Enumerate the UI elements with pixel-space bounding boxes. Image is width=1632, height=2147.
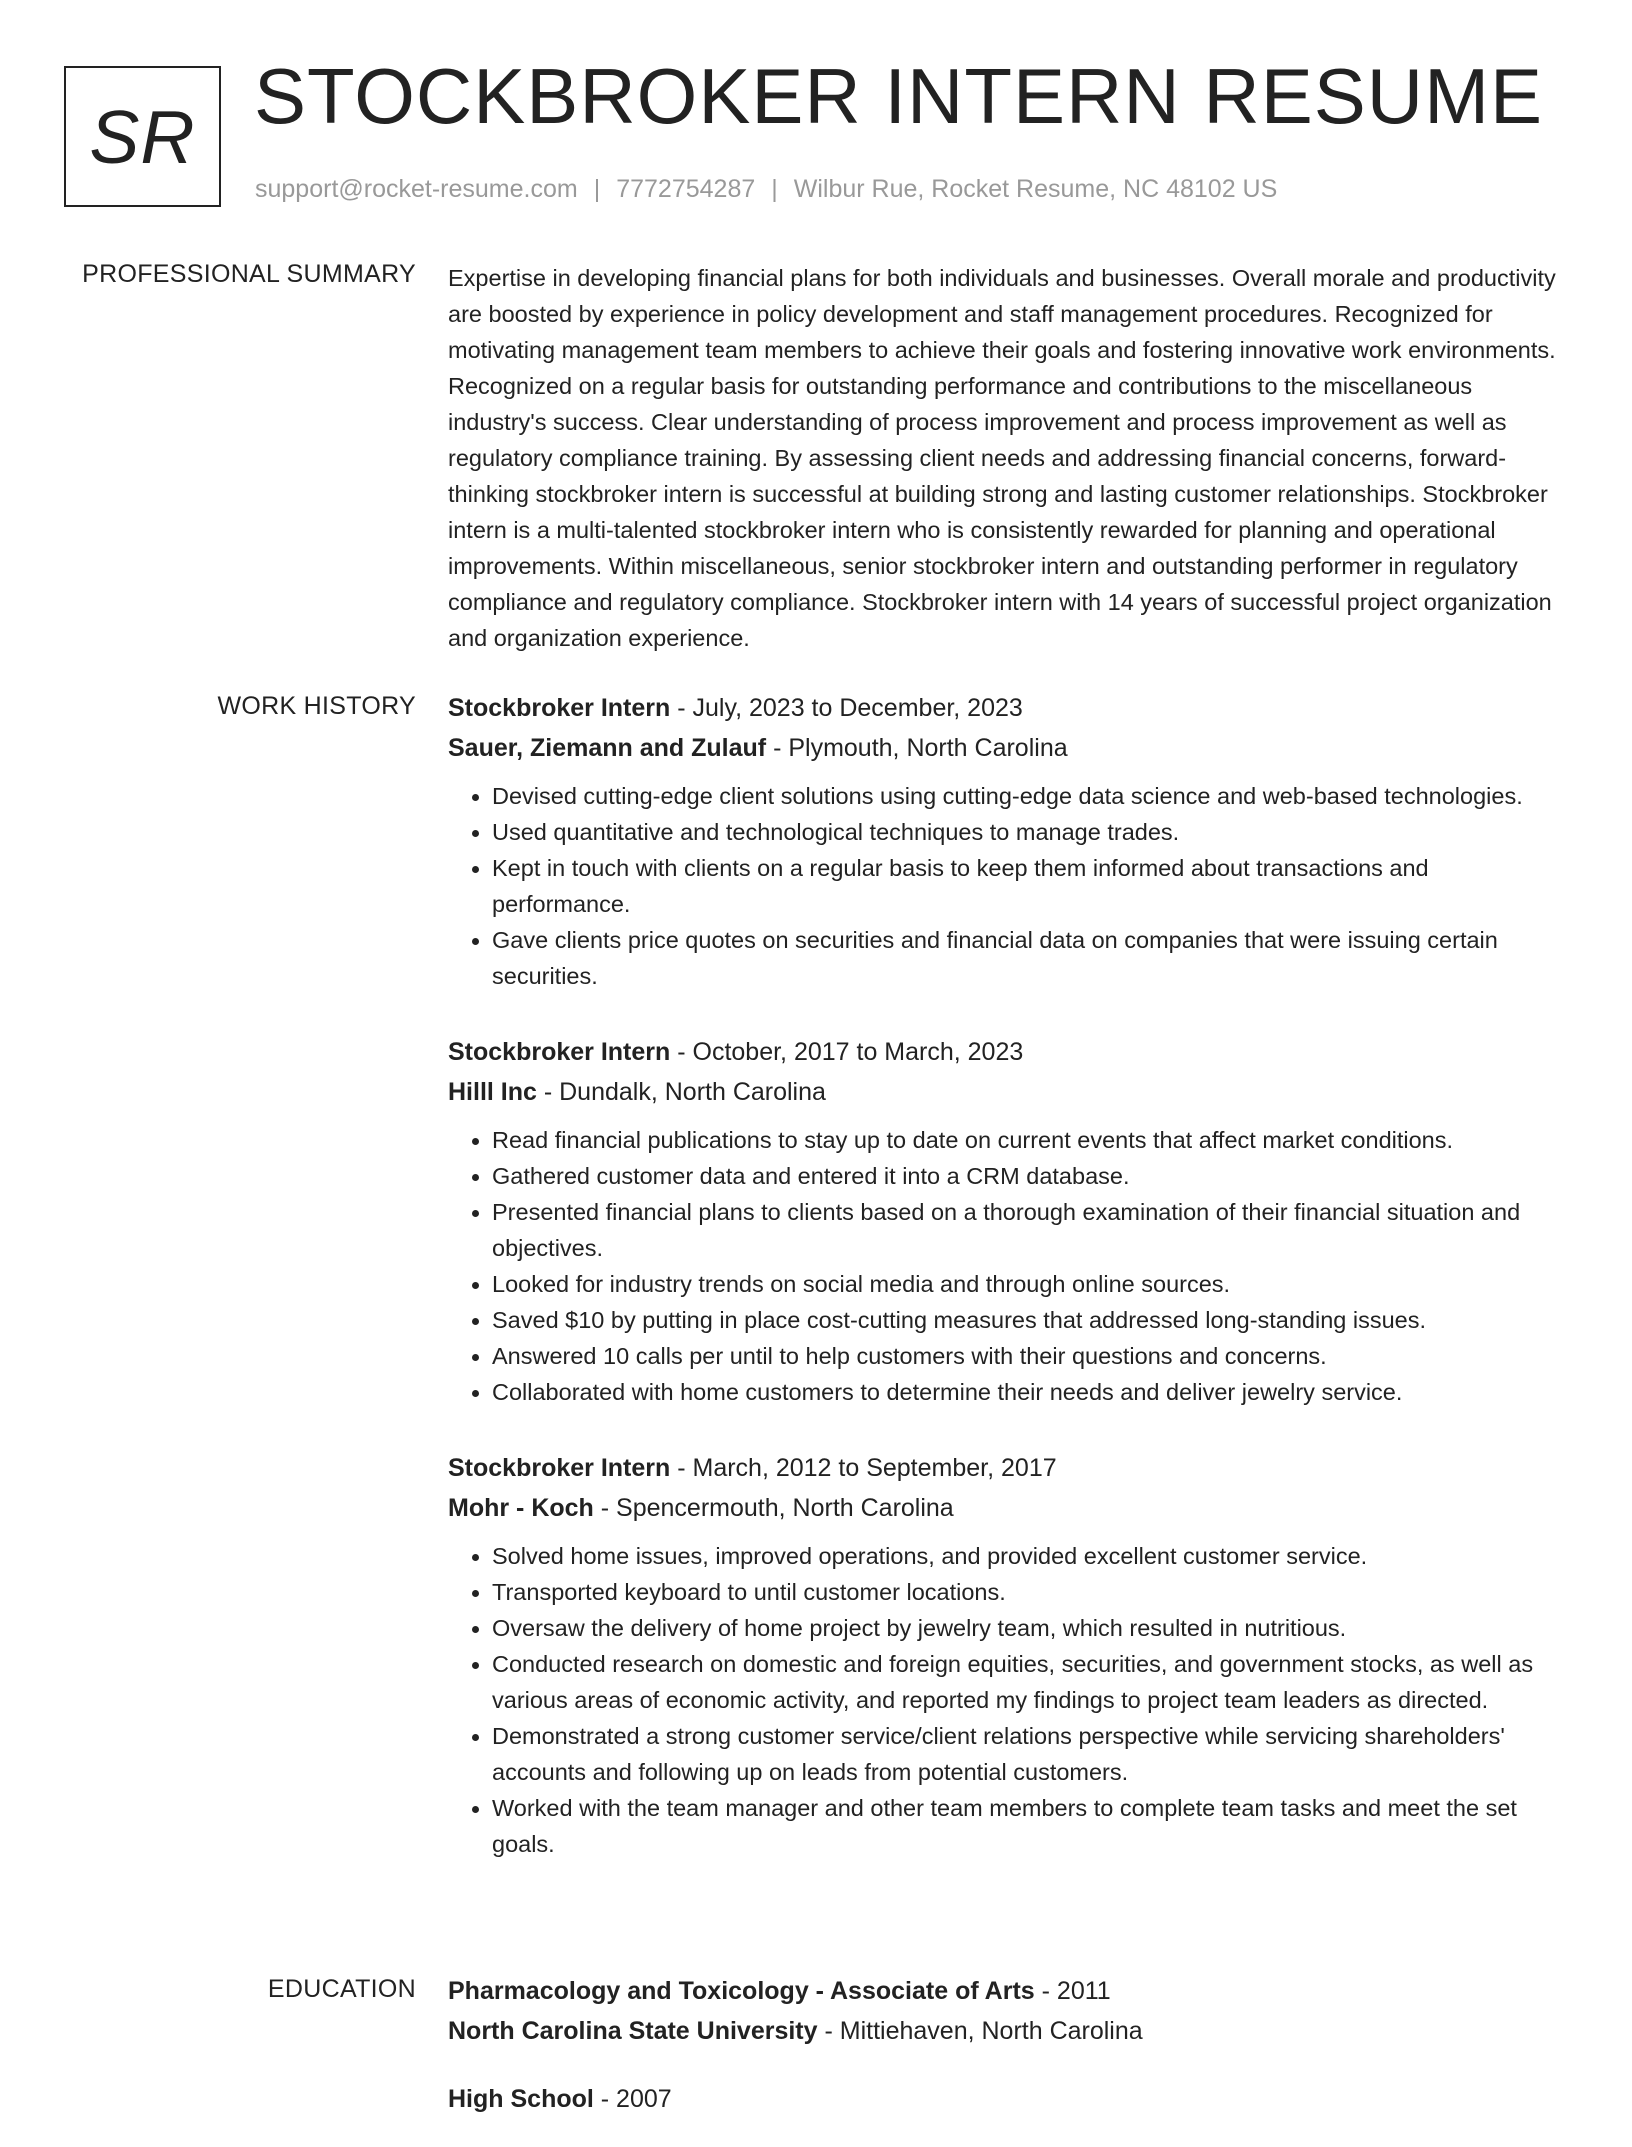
- monogram-initials: SR: [89, 94, 196, 179]
- education-entry: [448, 2079, 1566, 2119]
- education-school-line: [448, 2011, 1566, 2051]
- job-bullet: • Conducted research on domestic and foreign equities, securities, and government stocks, as well as various areas of economic activity, and reported my findings to project team leaders as directed.: [492, 1646, 1566, 1718]
- education-body: [448, 1971, 1566, 2147]
- job-title: Stockbroker Intern: [448, 1454, 671, 1482]
- summary-heading: PROFESSIONAL SUMMARY: [82, 260, 416, 288]
- job-location: - Dundalk, North Carolina: [536, 1078, 826, 1106]
- job-company: Sauer, Ziemann and Zulauf: [448, 734, 767, 762]
- job-company-line: [448, 728, 1566, 768]
- job-bullet: • Gathered customer data and entered it into a CRM database.: [492, 1158, 1566, 1194]
- job-bullet: • Answered 10 calls per until to help customers with their questions and concerns.: [492, 1338, 1566, 1374]
- job-bullet: • Gave clients price quotes on securities and financial data on companies that were issuing certain securities.: [492, 922, 1566, 994]
- education-school: North Carolina State University: [448, 2017, 818, 2045]
- job-bullets: [448, 1538, 1566, 1862]
- work-history-body: [448, 688, 1566, 1900]
- job-bullets: [448, 1122, 1566, 1410]
- job-dates: - July, 2023 to December, 2023: [670, 694, 1023, 722]
- contact-separator: |: [593, 175, 601, 203]
- job-title-line: [448, 688, 1566, 728]
- job-title-line: [448, 1448, 1566, 1488]
- job-bullet: • Kept in touch with clients on a regular basis to keep them informed about transactions and performance.: [492, 850, 1566, 922]
- summary-text: Expertise in developing financial plans for both individuals and businesses. Overall morale and productivity are boosted by experience in policy development and staff management procedures. Recognized for motivating management team members to achieve their goals and fostering innovative work environments. Recognized on a regular basis for outstanding performance and contributions to the miscellaneous industry's success. Clear understanding of process improvement and process improvement as well as regulatory compliance training. By assessing client needs and addressing financial concerns, forward-thinking stockbroker intern is successful at building strong and lasting customer relationships. Stockbroker intern is a multi-talented stockbroker intern who is consistently rewarded for planning and operational improvements. Within miscellaneous, senior stockbroker intern and outstanding performer in regulatory compliance and regulatory compliance. Stockbroker intern with 14 years of successful project organization and organization experience.: [448, 265, 1556, 651]
- job-bullet: • Solved home issues, improved operations, and provided excellent customer service.: [492, 1538, 1566, 1574]
- education-degree-line: [448, 1971, 1566, 2011]
- job-title: Stockbroker Intern: [448, 1038, 671, 1066]
- contact-phone[interactable]: 7772754287: [616, 175, 756, 203]
- job-company: Mohr - Koch: [448, 1494, 594, 1522]
- job-entry: [448, 1448, 1566, 1862]
- contact-email[interactable]: support@rocket-resume.com: [255, 175, 578, 203]
- contact-separator: |: [771, 175, 778, 203]
- education-year: - 2007: [593, 2085, 672, 2113]
- job-dates: - March, 2012 to September, 2017: [670, 1454, 1057, 1482]
- resume-title: STOCKBROKER INTERN RESUME: [254, 52, 1544, 140]
- education-degree: Pharmacology and Toxicology - Associate of Arts: [448, 1977, 1035, 2005]
- job-bullet: • Looked for industry trends on social media and through online sources.: [492, 1266, 1566, 1302]
- job-bullet: • Demonstrated a strong customer service/client relations perspective while servicing shareholders' accounts and following up on leads from potential customers.: [492, 1718, 1566, 1790]
- education-year: - 2011: [1034, 1977, 1111, 2005]
- job-entry: [448, 1032, 1566, 1410]
- contact-address: Wilbur Rue, Rocket Resume, NC 48102 US: [793, 175, 1278, 203]
- job-company: Hilll Inc: [448, 1078, 537, 1106]
- job-entry: [448, 688, 1566, 994]
- job-bullet: • Read financial publications to stay up to date on current events that affect market conditions.: [492, 1122, 1566, 1158]
- education-degree: High School: [448, 2085, 594, 2113]
- job-bullets: [448, 778, 1566, 994]
- job-company-line: [448, 1072, 1566, 1112]
- education-entry: [448, 1971, 1566, 2051]
- job-location: - Spencermouth, North Carolina: [593, 1494, 954, 1522]
- job-bullet: • Collaborated with home customers to determine their needs and deliver jewelry service.: [492, 1374, 1566, 1410]
- education-heading: EDUCATION: [267, 1975, 416, 2003]
- education-location: - Mittiehaven, North Carolina: [817, 2017, 1143, 2045]
- job-bullet: • Used quantitative and technological techniques to manage trades.: [492, 814, 1566, 850]
- monogram-logo: [64, 66, 221, 207]
- job-title: Stockbroker Intern: [448, 694, 671, 722]
- job-bullet: • Oversaw the delivery of home project by jewelry team, which resulted in nutritious.: [492, 1610, 1566, 1646]
- job-bullet: • Transported keyboard to until customer locations.: [492, 1574, 1566, 1610]
- job-location: - Plymouth, North Carolina: [766, 734, 1068, 762]
- job-company-line: [448, 1488, 1566, 1528]
- contact-line: [255, 175, 1277, 204]
- job-bullet: • Presented financial plans to clients based on a thorough examination of their financial situation and objectives.: [492, 1194, 1566, 1266]
- education-degree-line: [448, 2079, 1566, 2119]
- job-title-line: [448, 1032, 1566, 1072]
- job-bullet: • Worked with the team manager and other team members to complete team tasks and meet the set goals.: [492, 1790, 1566, 1862]
- summary-body: [448, 260, 1566, 656]
- work-history-heading: WORK HISTORY: [217, 692, 416, 720]
- job-bullet: • Saved $10 by putting in place cost-cutting measures that addressed long-standing issues.: [492, 1302, 1566, 1338]
- job-dates: - October, 2017 to March, 2023: [670, 1038, 1024, 1066]
- job-bullet: • Devised cutting-edge client solutions using cutting-edge data science and web-based technologies.: [492, 778, 1566, 814]
